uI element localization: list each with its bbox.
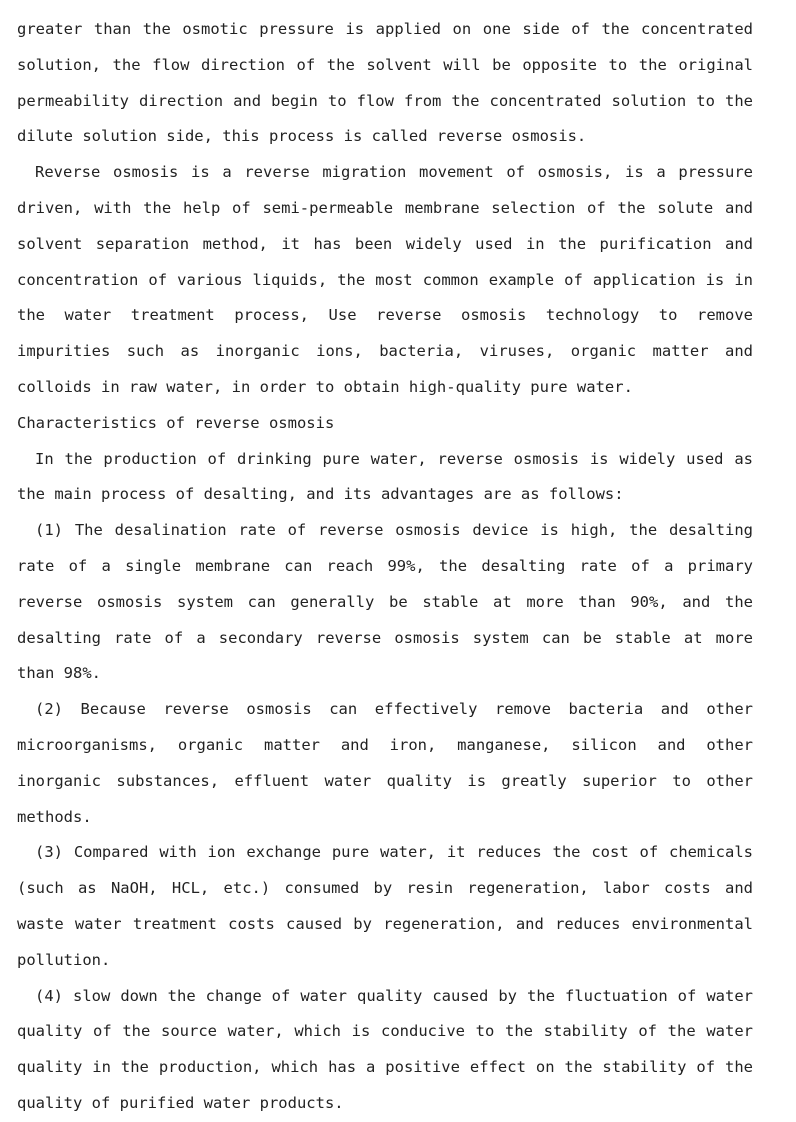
list-item-2: (2) Because reverse osmosis can effectively remove bacteria and other microorganisms, organic matter and iron, manganese, silicon and other inorganic substances, effluent water quality is greatly superior to other methods.	[17, 700, 753, 826]
list-item-3: (3) Compared with ion exchange pure water, it reduces the cost of chemicals (such as NaOH, HCL, etc.) consumed by resin regeneration, labor costs and waste water treatment costs caused by regeneration, and reduces environmental pollution.	[17, 843, 753, 969]
paragraph-continuation: greater than the osmotic pressure is applied on one side of the concentrated solution, the flow direction of the solvent will be opposite to the original permeability direction and begin to flow from the concentrated solution to the dilute solution side, this process is called reverse osmosis.	[17, 20, 753, 146]
list-item-4: (4) slow down the change of water quality caused by the fluctuation of water quality of the source water, which is conducive to the stability of the water quality in the production, which has a positive effect on the stability of the quality of purified water products.	[17, 986, 753, 1112]
paragraph-advantages-intro: In the production of drinking pure water, reverse osmosis is widely used as the main process of desalting, and its advantages are as follows:	[17, 449, 753, 504]
document-body	[17, 12, 753, 1122]
paragraph-reverse-osmosis-definition: Reverse osmosis is a reverse migration movement of osmosis, is a pressure driven, with the help of semi-permeable membrane selection of the solute and solvent separation method, it has been widely used in the purification and concentration of various liquids, the most common example of application is in the water treatment process, Use reverse osmosis technology to remove impurities such as inorganic ions, bacteria, viruses, organic matter and colloids in raw water, in order to obtain high-quality pure water.	[17, 163, 753, 396]
section-heading: Characteristics of reverse osmosis	[17, 413, 335, 432]
list-item-1: (1) The desalination rate of reverse osmosis device is high, the desalting rate of a single membrane can reach 99%, the desalting rate of a primary reverse osmosis system can generally be stable at more than 90%, and the desalting rate of a secondary reverse osmosis system can be stable at more than 98%.	[17, 521, 753, 683]
